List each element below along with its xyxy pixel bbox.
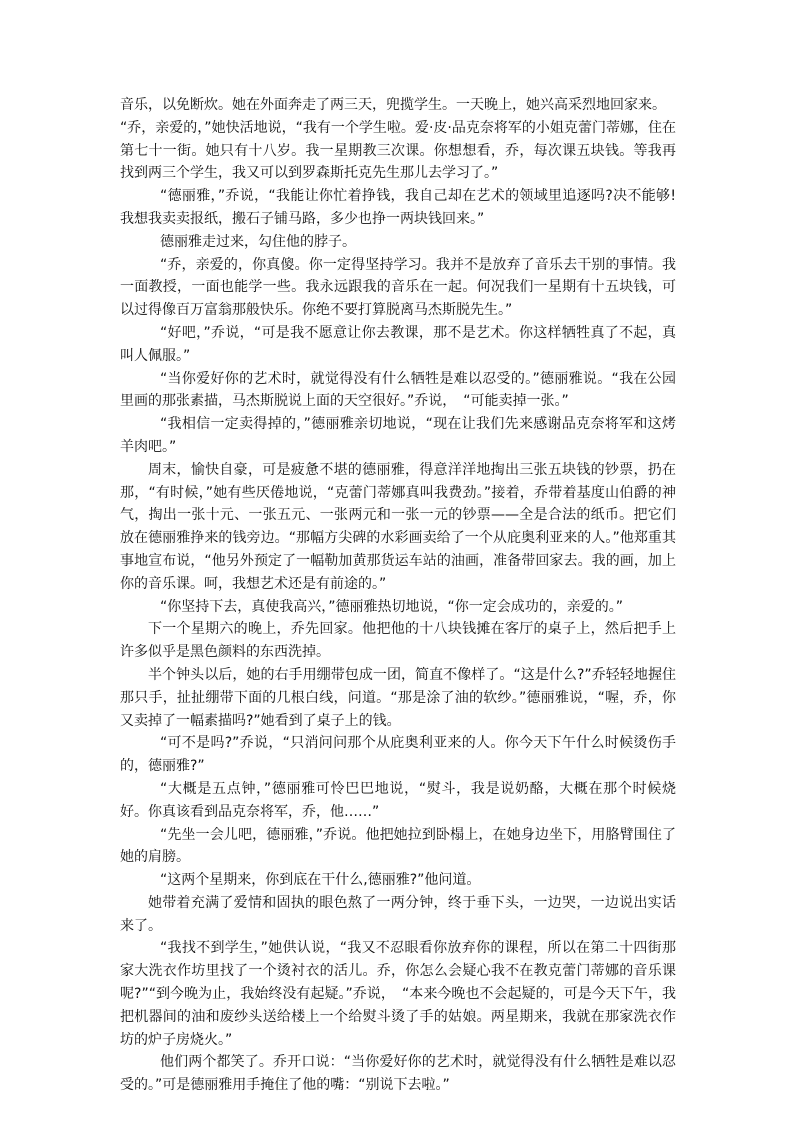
paragraph: “好吧，”乔说，“可是我不愿意让你去教课，那不是艺术。你这样牺牲真了不起，真叫人佩服。” bbox=[120, 324, 676, 364]
paragraph: “乔，亲爱的，”她快活地说，“我有一个学生啦。爱·皮·品克奈将军的小姐克蕾门蒂娜，住在第七十一街。她只有十八岁。我一星期教三次课。你想想看，乔，每次课五块钱。等我再找到两三个学生，我又可以到罗森斯托克先生那儿去学习了。” bbox=[120, 119, 676, 182]
paragraph: “先坐一会儿吧，德丽雅，”乔说。他把她拉到卧榻上，在她身边坐下，用胳臂围住了她的肩膀。 bbox=[120, 826, 676, 866]
paragraph: “当你爱好你的艺术时，就觉得没有什么牺牲是难以忍受的。”德丽雅说。“我在公园里画的那张素描，马杰斯脱说上面的天空很好。”乔说， “可能卖掉一张。” bbox=[120, 370, 676, 410]
paragraph: “我相信一定卖得掉的，”德丽雅亲切地说，“现在让我们先来感谢品克奈将军和这烤羊肉吧。” bbox=[120, 416, 676, 455]
paragraph: “可不是吗?”乔说，“只消问问那个从庇奥利亚来的人。你今天下午什么时候烫伤手的，德丽雅?” bbox=[120, 735, 676, 775]
paragraph: “这两个星期来，你到底在干什么,德丽雅?”他问道。 bbox=[160, 872, 481, 889]
paragraph: 音乐，以免断炊。她在外面奔走了两三天，兜揽学生。一天晚上，她兴高采烈地回家来。 bbox=[120, 97, 666, 113]
paragraph: “德丽雅，”乔说，“我能让你忙着挣钱，我自己却在艺术的领域里追逐吗?决不能够!我想我卖卖报纸，搬石子铺马路，多少也挣一两块钱回来。” bbox=[120, 188, 676, 227]
paragraph: 半个钟头以后，她的右手用绷带包成一团，简直不像样了。“这是什么?”乔轻轻地握住那只手，扯扯绷带下面的几根白线，问道。“那是涂了油的软纱。”德丽雅说，“喔，乔，你又卖掉了一幅素描吗?”她看到了桌子上的钱。 bbox=[120, 666, 676, 729]
paragraph: “乔，亲爱的，你真傻。你一定得坚持学习。我并不是放弃了音乐去干别的事情。我一面教授，一面也能学一些。我永远跟我的音乐在一起。何况我们一星期有十五块钱，可以过得像百万富翁那般快乐。你绝不要打算脱离马杰斯脱先生。” bbox=[120, 256, 676, 319]
paragraph: 她带着充满了爱情和固执的眼色熬了一两分钟，终于垂下头，一边哭，一边说出实话来了。 bbox=[120, 894, 676, 934]
paragraph: “我找不到学生，”她供认说，“我又不忍眼看你放弃你的课程，所以在第二十四街那家大洗衣作坊里找了一个烫衬衣的活儿。乔，你怎么会疑心我不在教克蕾门蒂娜的音乐课呢?”“到今晚为止，我始终没有起疑。”乔说， “本来今晚也不会起疑的，可是今天下午，我把机器间的油和废纱头送给楼上一个给熨斗烫了手的姑娘。两星期来，我就在那家洗衣作坊的炉子房烧火。” bbox=[120, 940, 676, 1048]
document-page bbox=[120, 94, 676, 1097]
paragraph: “大概是五点钟，”德丽雅可怜巴巴地说，“熨斗，我是说奶酪，大概在那个时候烧好。你真该看到品克奈将军，乔，他……” bbox=[120, 780, 676, 820]
paragraph: “你坚持下去，真使我高兴，”德丽雅热切地说，“你一定会成功的，亲爱的。” bbox=[160, 598, 624, 615]
paragraph: 他们两个都笑了。乔开口说：“当你爱好你的艺术时，就觉得没有什么牺牲是难以忍受的。”可是德丽雅用手掩住了他的嘴：“别说下去啦。” bbox=[120, 1054, 676, 1094]
paragraph: 下一个星期六的晚上，乔先回家。他把他的十八块钱摊在客厅的桌子上，然后把手上许多似乎是黑色颜料的东西洗掉。 bbox=[120, 621, 676, 661]
paragraph: 周末，愉快自豪，可是疲惫不堪的德丽雅，得意洋洋地掏出三张五块钱的钞票，扔在那，“有时候，”她有些厌倦地说，“克蕾门蒂娜真叫我费劲。”接着，乔带着基度山伯爵的神气，掏出一张十元、一张五元、一张两元和一张一元的钞票——全是合法的纸币。把它们放在德丽雅挣来的钱旁边。“那幅方尖碑的水彩画卖给了一个从庇奥利亚来的人。”他郑重其事地宣布说，“他另外预定了一幅勒加黄那货运车站的油画，准备带回家去。我的画，加上你的音乐课。呵，我想艺术还是有前途的。” bbox=[120, 461, 676, 592]
paragraph: 德丽雅走过来，勾住他的脖子。 bbox=[160, 233, 356, 250]
